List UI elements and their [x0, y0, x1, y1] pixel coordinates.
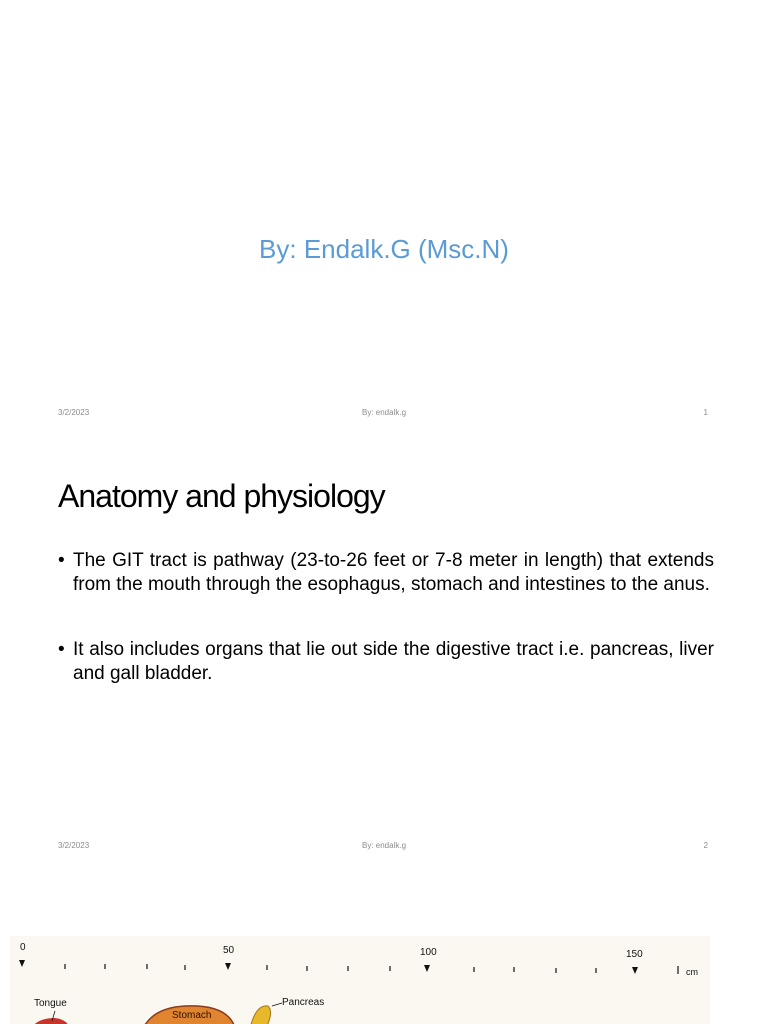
bullet-list [58, 549, 714, 686]
ruler-label-50: 50 [223, 945, 235, 956]
ruler-unit: cm [686, 967, 698, 977]
footer-author: By: endalk.g [361, 408, 407, 417]
ruler-arrow-100 [424, 965, 430, 972]
ruler-label-150: 150 [626, 949, 643, 960]
organ-label-pancreas: Pancreas [282, 997, 325, 1008]
ruler-arrow-50 [225, 963, 231, 970]
organ-label-stomach: Stomach [172, 1010, 212, 1021]
ruler-ticks [65, 964, 678, 974]
ruler-arrow-0 [19, 960, 25, 967]
bullet-item: • The GIT tract is pathway (23-to-26 feet or 7-8 meter in length) that extends from the mouth through the esophagus, stomach and intestines to the anus. [58, 549, 714, 597]
footer-date: 3/2/2023 [58, 841, 90, 850]
bullet-item: • It also includes organs that lie out side the digestive tract i.e. pancreas, liver and gall bladder. [58, 638, 714, 686]
ruler-and-organs-drawing [10, 936, 710, 1024]
slide-title: Anatomy and physiology [58, 478, 385, 514]
ruler-arrow-150 [632, 967, 638, 974]
slide-number: 1 [703, 408, 708, 417]
footer-author: By: endalk.g [361, 841, 407, 850]
slide-number: 2 [703, 841, 708, 850]
footer-date: 3/2/2023 [58, 408, 90, 417]
tongue-shape [28, 1018, 70, 1024]
digestive-tract-figure [10, 936, 710, 1024]
slide-1 [0, 0, 768, 432]
organ-label-tongue: Tongue [34, 998, 67, 1009]
slide-subtitle: By: Endalk.G (Msc.N) [259, 234, 509, 264]
pancreas-shape [250, 1006, 271, 1024]
slide-3 [0, 866, 768, 1024]
ruler-label-100: 100 [420, 947, 437, 958]
ruler-label-0: 0 [20, 942, 26, 953]
slide-2 [0, 432, 768, 866]
